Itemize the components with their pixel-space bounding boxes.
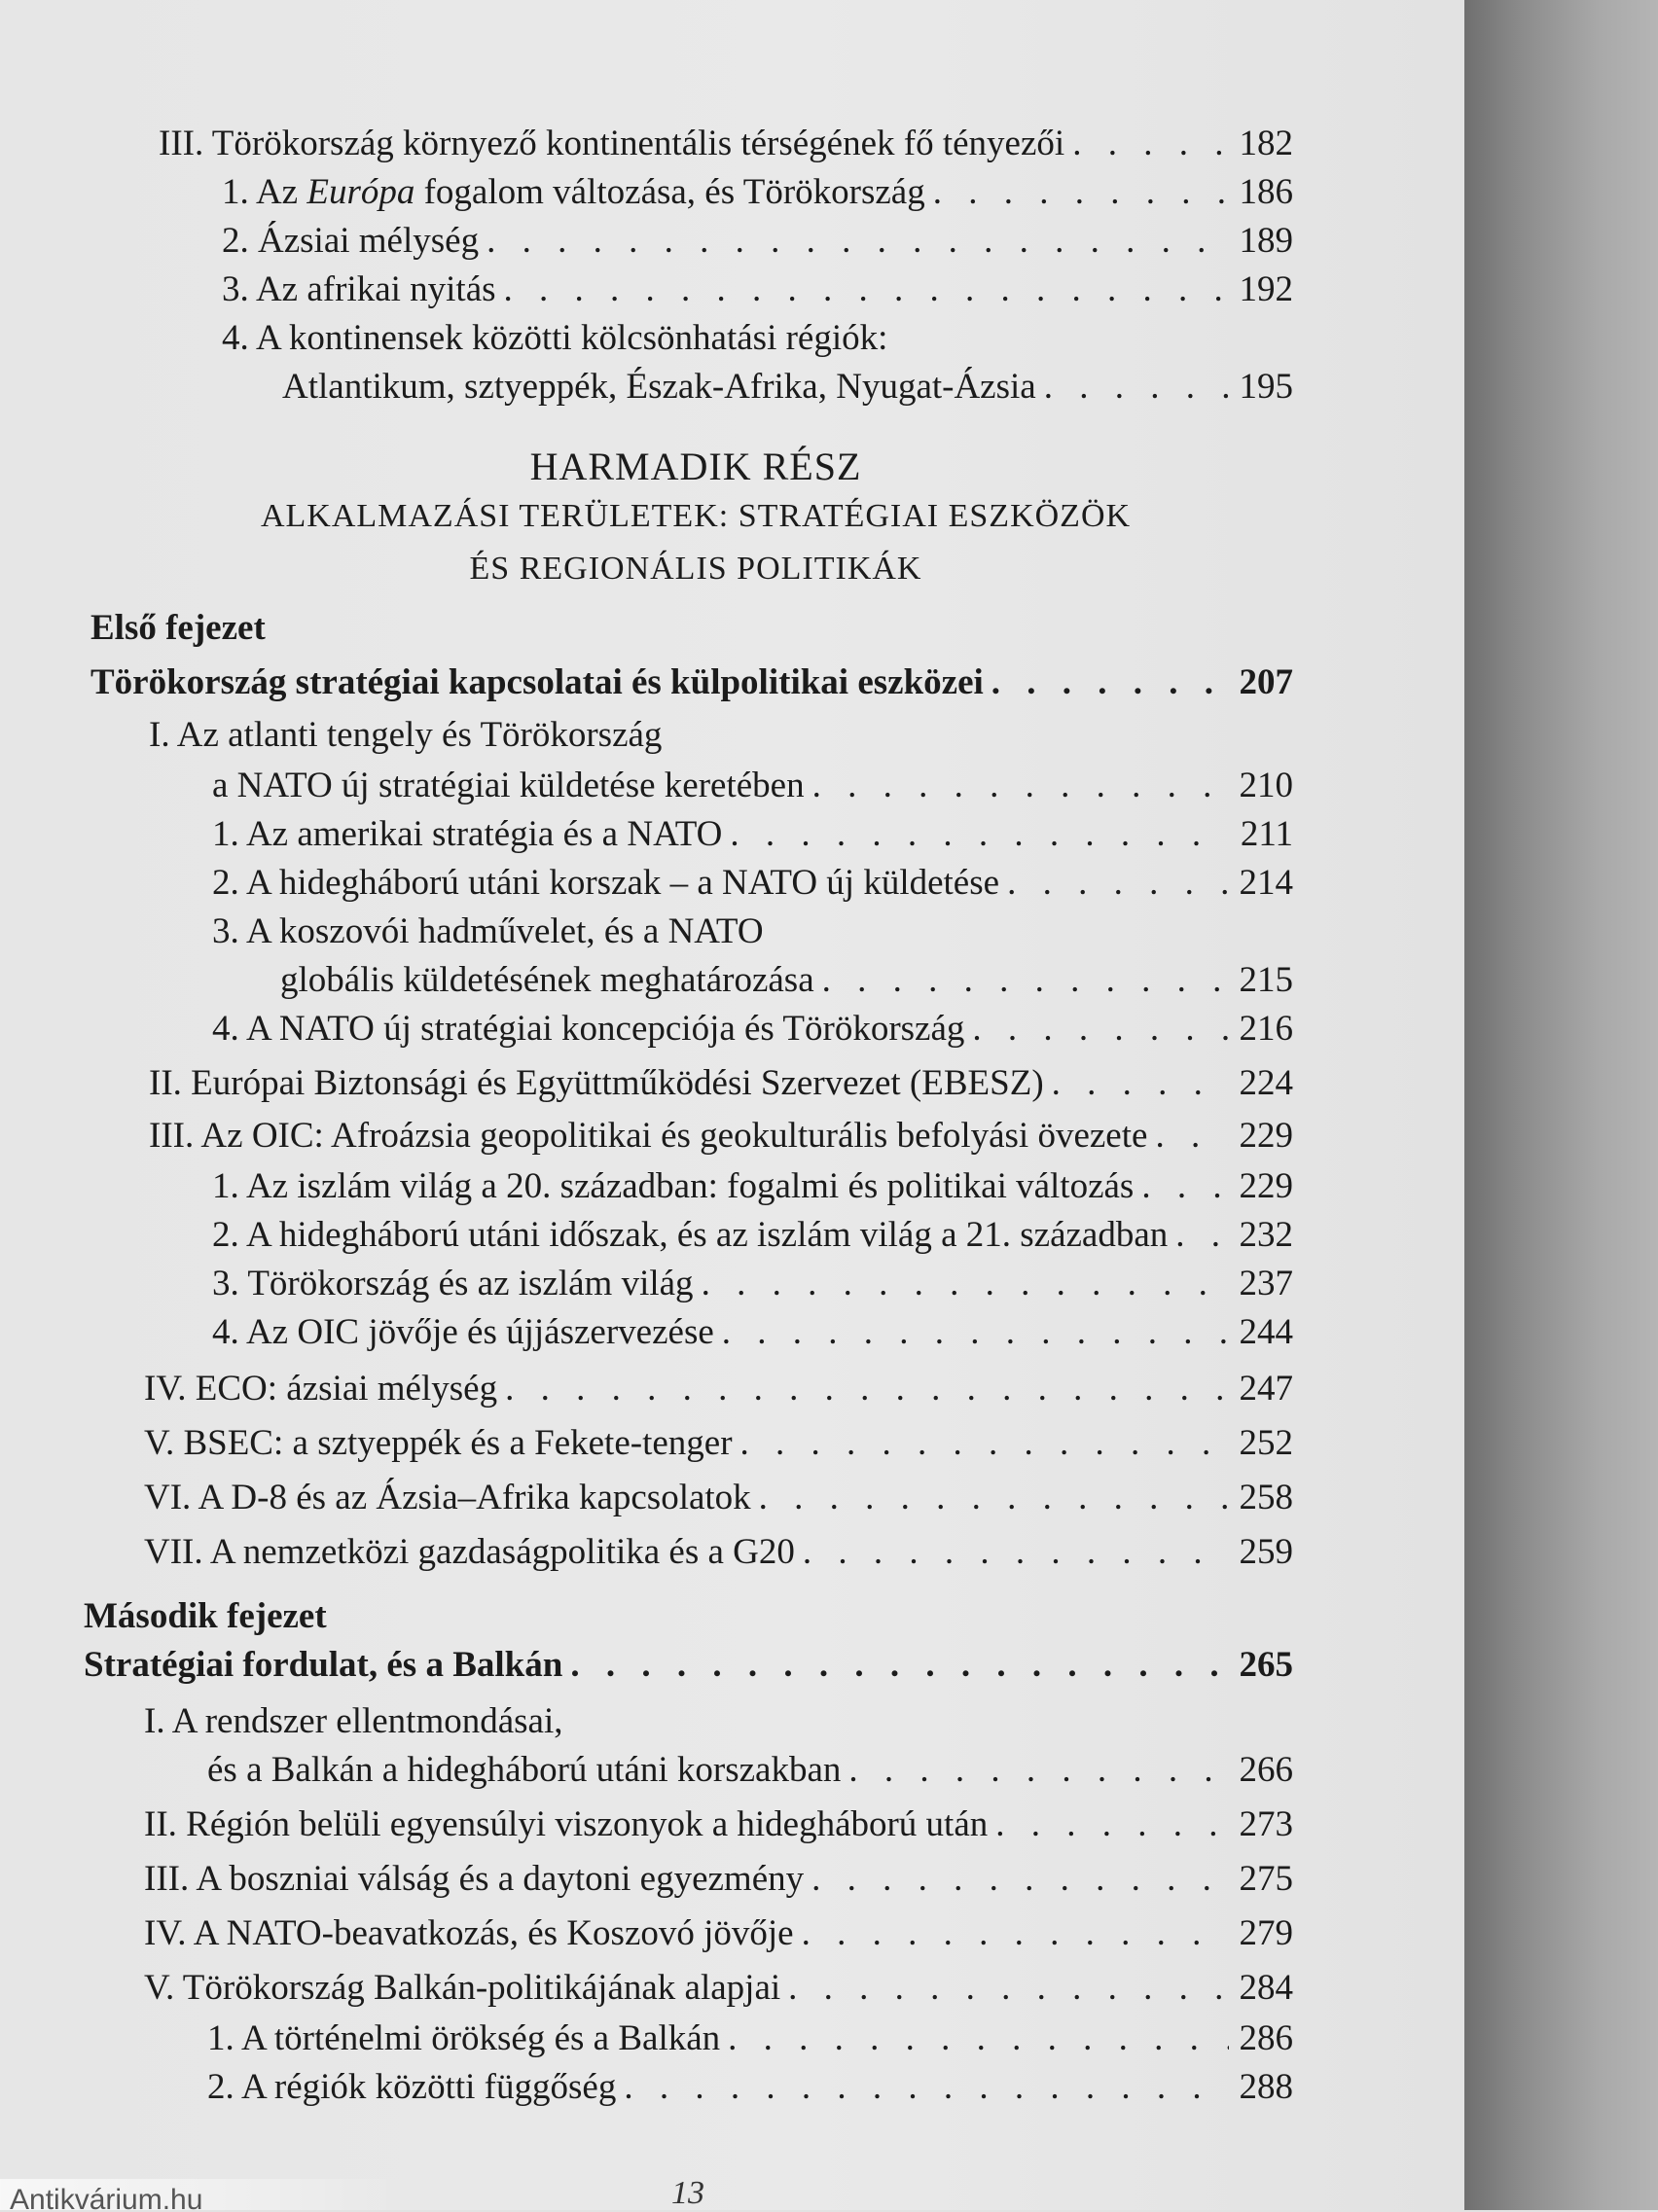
toc-entry-page: 232 — [1239, 1215, 1293, 1255]
toc-entry-page: 258 — [1239, 1478, 1293, 1517]
toc-entry-page: 284 — [1239, 1968, 1293, 2008]
toc-entry-label: II. Európai Biztonsági és Együttműködési Szervezet (EBESZ) — [149, 1063, 1044, 1103]
toc-entry-page: 229 — [1239, 1166, 1293, 1206]
dot-leader — [995, 1803, 1229, 1846]
toc-entry-label: 4. A NATO új stratégiai koncepciója és Törökország — [212, 1009, 965, 1049]
toc-entry — [222, 268, 1293, 311]
toc-entry-label: III. Az OIC: Afroázsia geopolitikai és geokulturális befolyási övezete — [149, 1116, 1148, 1156]
dot-leader — [991, 661, 1229, 704]
toc-entry — [149, 1062, 1293, 1105]
toc-entry — [144, 1422, 1293, 1465]
toc-entry — [144, 1368, 1293, 1410]
dot-leader — [487, 220, 1229, 263]
chapter-title-entry — [84, 1644, 1293, 1687]
chapter-title: Stratégiai fordulat, és a Balkán — [84, 1645, 563, 1685]
toc-entry — [144, 1912, 1293, 1955]
toc-entry-page: 182 — [1239, 124, 1293, 163]
toc-entry-page: 195 — [1239, 367, 1293, 407]
dot-leader — [972, 1008, 1229, 1051]
toc-entry-label: I. Az atlanti tengely és Törökország — [149, 715, 663, 755]
dot-leader — [802, 1912, 1229, 1955]
toc-entry-label: 2. Ázsiai mélység — [222, 221, 480, 261]
toc-entry-page: 247 — [1239, 1369, 1293, 1409]
dot-leader — [1175, 1214, 1229, 1257]
toc-entry-page: 259 — [1239, 1532, 1293, 1572]
toc-entry — [212, 862, 1293, 905]
chapter-title-entry — [90, 661, 1293, 704]
dot-leader — [504, 268, 1229, 311]
toc-entry — [144, 1531, 1293, 1574]
toc-entry — [212, 813, 1293, 856]
dot-leader — [624, 2066, 1229, 2109]
dot-leader — [702, 1263, 1229, 1305]
toc-entry-page: 265 — [1239, 1645, 1293, 1685]
part-title: HARMADIK RÉSZ — [529, 445, 862, 488]
toc-entry — [212, 1263, 1293, 1305]
chapter-title: Törökország stratégiai kapcsolatai és külpolitikai eszközei — [90, 662, 984, 702]
toc-entry — [144, 1803, 1293, 1846]
dot-leader — [803, 1531, 1229, 1574]
toc-entry — [212, 1165, 1293, 1208]
toc-entry-label: 4. A kontinensek közötti kölcsönhatási régiók: — [222, 318, 888, 358]
dot-leader — [811, 1858, 1229, 1901]
emphasis-europa: Európa — [306, 172, 415, 212]
dot-leader — [788, 1967, 1229, 2010]
chapter-label: Második fejezet — [84, 1596, 327, 1636]
page-edge-shadow — [1464, 0, 1658, 2210]
part-subtitle-line1: ALKALMAZÁSI TERÜLETEK: STRATÉGIAI ESZKÖZÖK — [260, 498, 1132, 534]
toc-entry-page: 192 — [1239, 269, 1293, 309]
dot-leader — [730, 813, 1229, 856]
toc-entry-label: 1. Az amerikai stratégia és a NATO — [212, 814, 723, 854]
toc-entry-label: 3. Az afrikai nyitás — [222, 269, 496, 309]
dot-leader — [728, 2017, 1229, 2060]
toc-entry — [222, 220, 1293, 263]
dot-leader — [1052, 1062, 1229, 1105]
toc-entry — [212, 1008, 1293, 1051]
toc-entry-label: IV. ECO: ázsiai mélység — [144, 1369, 498, 1409]
toc-entry-page: 288 — [1239, 2067, 1293, 2107]
toc-entry-page: 210 — [1239, 766, 1293, 805]
dot-leader — [1155, 1115, 1229, 1158]
toc-entry — [207, 2066, 1293, 2109]
toc-entry-label: II. Régión belüli egyensúlyi viszonyok a hidegháború után — [144, 1804, 989, 1844]
dot-leader — [1044, 366, 1229, 409]
toc-entry-page: 275 — [1239, 1859, 1293, 1899]
toc-entry — [212, 765, 1293, 807]
toc-entry — [207, 2017, 1293, 2060]
dot-leader — [822, 959, 1229, 1002]
toc-entry-page: 224 — [1239, 1063, 1293, 1103]
toc-entry-page: 286 — [1239, 2018, 1293, 2058]
toc-entry-label: 2. A régiók közötti függőség — [207, 2067, 617, 2107]
dot-leader — [848, 1749, 1229, 1792]
toc-entry-page: 216 — [1239, 1009, 1293, 1049]
toc-entry-label: Atlantikum, sztyeppék, Észak-Afrika, Nyugat-Ázsia — [282, 367, 1036, 407]
toc-entry — [207, 1749, 1293, 1792]
toc-entry-label: globális küldetésének meghatározása — [280, 960, 814, 1000]
toc-entry-page: 237 — [1239, 1264, 1293, 1303]
toc-entry-label: I. A rendszer ellentmondásai, — [144, 1701, 563, 1741]
toc-entry-label: V. BSEC: a sztyeppék és a Fekete-tenger — [144, 1423, 733, 1463]
toc-entry-label: 3. A koszovói hadművelet, és a NATO — [212, 911, 764, 951]
toc-entry-page: 229 — [1239, 1116, 1293, 1156]
toc-entry-page: 215 — [1239, 960, 1293, 1000]
toc-entry-label: 3. Törökország és az iszlám világ — [212, 1264, 694, 1303]
toc-entry-label: III. A boszniai válság és a daytoni egyezmény — [144, 1859, 805, 1899]
dot-leader — [1141, 1165, 1229, 1208]
dot-leader — [505, 1368, 1229, 1410]
toc-entry — [144, 1858, 1293, 1901]
toc-entry — [280, 959, 1293, 1002]
toc-entry — [212, 1214, 1293, 1257]
toc-entry-page: 186 — [1239, 172, 1293, 212]
dot-leader — [722, 1311, 1229, 1354]
toc-entry-label: 1. A történelmi örökség és a Balkán — [207, 2018, 721, 2058]
toc-entry-label: 4. Az OIC jövője és újjászervezése — [212, 1312, 714, 1352]
toc-entry-page: 189 — [1239, 221, 1293, 261]
toc-entry — [222, 171, 1293, 214]
toc-entry-label: 2. A hidegháború utáni korszak – a NATO új küldetése — [212, 863, 1000, 903]
toc-entry-page: 207 — [1239, 662, 1293, 702]
dot-leader — [812, 765, 1229, 807]
toc-entry — [282, 366, 1293, 409]
toc-entry-label: 2. A hidegháború utáni időszak, és az iszlám világ a 21. században — [212, 1215, 1169, 1255]
toc-entry-page: 279 — [1239, 1913, 1293, 1953]
toc-entry-page: 252 — [1239, 1423, 1293, 1463]
dot-leader — [740, 1422, 1229, 1465]
toc-entry-label: VII. A nemzetközi gazdaságpolitika és a G20 — [144, 1532, 795, 1572]
dot-leader — [1007, 862, 1229, 905]
toc-entry-page: 214 — [1239, 863, 1293, 903]
toc-entry — [149, 1115, 1293, 1158]
toc-entry-label: a NATO új stratégiai küldetése keretében — [212, 766, 805, 805]
dot-leader — [1072, 123, 1229, 165]
toc-entry-label: IV. A NATO-beavatkozás, és Koszovó jövője — [144, 1913, 794, 1953]
dot-leader — [933, 171, 1229, 214]
toc-entry-label: és a Balkán a hidegháború utáni korszakban — [207, 1750, 842, 1790]
toc-entry-label: 1. Az iszlám világ a 20. században: fogalmi és politikai változás — [212, 1166, 1135, 1206]
toc-entry — [159, 123, 1293, 165]
toc-entry-label: III. Törökország környező kontinentális térségének fő tényezői — [159, 124, 1065, 163]
chapter-label: Első fejezet — [90, 608, 266, 648]
toc-entry — [212, 1311, 1293, 1354]
toc-entry-label: V. Törökország Balkán-politikájának alapjai — [144, 1968, 781, 2008]
dot-leader — [570, 1644, 1229, 1687]
toc-entry-page: 273 — [1239, 1804, 1293, 1844]
page-number: 13 — [671, 2175, 704, 2211]
toc-entry-page: 266 — [1239, 1750, 1293, 1790]
toc-entry-page: 244 — [1239, 1312, 1293, 1352]
toc-entry — [144, 1967, 1293, 2010]
toc-entry — [144, 1477, 1293, 1519]
toc-entry-label: 1. Az Európa fogalom változása, és Törökország — [222, 172, 925, 212]
toc-entry-page: 211 — [1240, 814, 1293, 854]
part-subtitle-line2: ÉS REGIONÁLIS POLITIKÁK — [469, 551, 922, 587]
watermark: Antikvárium.hu — [0, 2179, 418, 2210]
dot-leader — [759, 1477, 1229, 1519]
toc-entry-label: VI. A D-8 és az Ázsia–Afrika kapcsolatok — [144, 1478, 751, 1517]
